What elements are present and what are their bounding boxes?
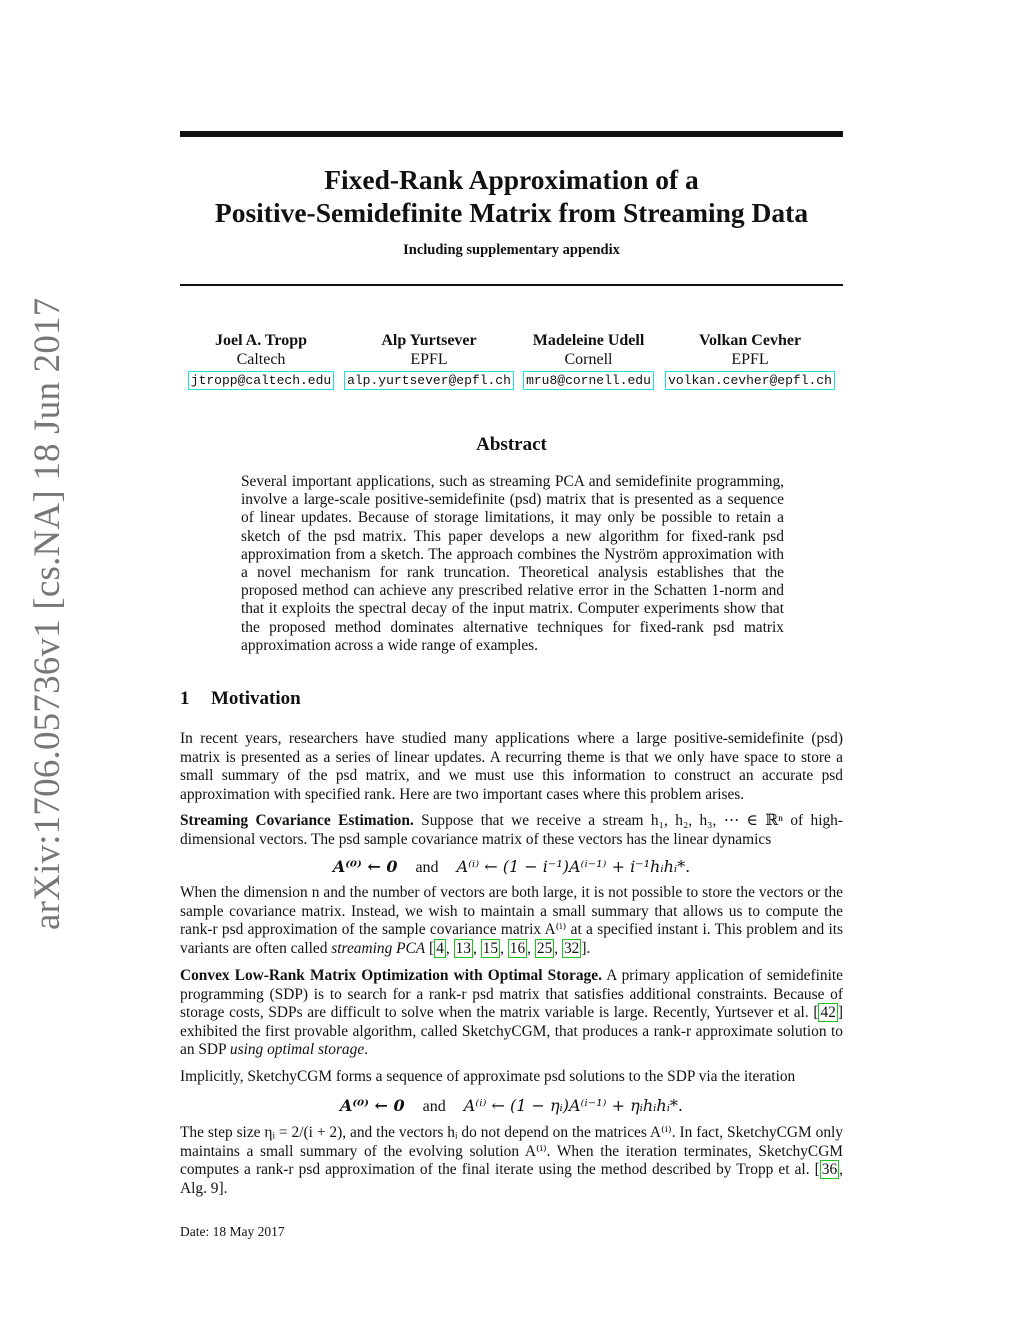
abstract-body: Several important applications, such as streaming PCA and semidefinite programming, involve a large-scale positive-semidefinite (psd) matrix that is presented as a sequence of linear updates. Because of storage limitations, it may only be possible to retain a sketch of the psd matrix. This paper develops a new algorithm for fixed-rank psd approximation from a sketch. The approach combines the Nyström approximation with a novel mechanism for rank truncation. Theoretical analysis establishes that the proposed method can achieve any prescribed relative error in the Schatten 1-norm and that it exploits the spectral decay of the input matrix. Computer experiments show that the proposed method dominates alternative techniques for fixed-rank psd matrix approximation across a wide range of examples. xyxy=(241,473,784,654)
streaming-explanation: When the dimension n and the number of vectors are both large, it is not possible to store the vectors or the sample covariance matrix. Instead, we wish to maintain a small summary that allows us to compute the rank-r psd approximation of the sample covariance matrix A⁽ⁱ⁾ at a specified instant i. This problem and its variants are often called streaming PCA [ 4 , 13 , 15 , 16 , 25 , 32 ]. xyxy=(180,884,843,957)
author-affiliation: Cornell xyxy=(564,351,613,368)
citation-link[interactable]: 25 xyxy=(536,939,553,957)
paper-subtitle: Including supplementary appendix xyxy=(403,242,620,258)
intro-paragraph: In recent years, researchers have studied many applications where a large positive-semidefinite (psd) matrix is presented as a series of linear updates. A recurring theme is that we only have space to store a small summary of the psd matrix, and we must use this information to construct an accurate psd approximation with specified rank. Here are two important cases where this problem arises. xyxy=(180,730,843,803)
title-line-2: Positive-Semidefinite Matrix from Streaming Data xyxy=(214,197,809,228)
streaming-text: Suppose that we receive a stream h₁, h₂, h₃, ⋯ ∈ ℝⁿ of high-dimensional vectors. The psd sample covariance matrix of these vectors has the linear dynamics xyxy=(180,812,844,848)
title-bottom-rule xyxy=(180,284,843,286)
author-affiliation: EPFL xyxy=(731,351,769,368)
equation-init: A⁽⁰⁾ ← 0 xyxy=(332,857,398,876)
author-name: Madeleine Udell xyxy=(532,332,645,349)
equation-init: A⁽⁰⁾ ← 0 xyxy=(339,1096,405,1115)
author-affiliation: Caltech xyxy=(236,351,286,368)
equation-update: A⁽ⁱ⁾ ← (1 − ηᵢ)A⁽ⁱ⁻¹⁾ + ηᵢhᵢhᵢ*. xyxy=(463,1096,683,1115)
author-block xyxy=(342,331,516,390)
paper-title xyxy=(180,163,843,229)
title-line-1: Fixed-Rank Approximation of a xyxy=(324,164,699,195)
streaming-equation xyxy=(180,857,843,877)
author-name: Volkan Cevher xyxy=(698,332,802,349)
citation-link[interactable]: 32 xyxy=(563,939,580,957)
citation-link[interactable]: 42 xyxy=(820,1004,836,1022)
section-heading xyxy=(180,688,301,710)
author-email-link[interactable]: volkan.cevher@epfl.ch xyxy=(665,371,835,390)
step-size-text: The step size ηᵢ = 2/(i + 2), and the vectors hᵢ do not depend on the matrices A⁽ⁱ⁾. In fact, SketchyCGM only maintains a small summary of the evolving solution A⁽ⁱ⁾. When the iteration terminates, SketchyCGM computes a rank-r psd approximation of the final iterate using the method described by Tropp et al. xyxy=(180,1124,843,1179)
step-size-paragraph: The step size ηᵢ = 2/(i + 2), and the vectors hᵢ do not depend on the matrices A⁽ⁱ⁾. In fact, SketchyCGM only maintains a small summary of the evolving solution A⁽ⁱ⁾. When the iteration terminates, SketchyCGM computes a rank-r psd approximation of the final iterate using the method described by Tropp et al. [ 36 , Alg. 9]. xyxy=(180,1124,843,1197)
author-email-link[interactable]: jtropp@caltech.edu xyxy=(188,371,334,390)
convex-text-1: A primary application of semidefinite programming (SDP) is to search for a rank-r psd matrix that satisfies additional constraints. Because of storage costs, SDPs are difficult to solve when the matrix variable is large. Recently, Yurtsever et al. xyxy=(180,967,843,1022)
equation-and: and xyxy=(415,859,439,876)
convex-text-2: exhibited the first provable algorithm, called SketchyCGM, that produces a rank-r approximate solution to an SDP xyxy=(180,1022,843,1059)
date-footnote: Date: 18 May 2017 xyxy=(180,1224,285,1239)
equation-and: and xyxy=(422,1098,446,1115)
streaming-pca-term: streaming PCA xyxy=(331,939,426,957)
citation-tail: , Alg. 9]. xyxy=(180,1161,843,1197)
arxiv-stamp: arXiv:1706.05736v1 [cs.NA] 18 Jun 2017 xyxy=(27,297,68,930)
streaming-explanation-text: When the dimension n and the number of vectors are both large, it is not possible to store the vectors or the sample covariance matrix. Instead, we wish to maintain a small summary that allows us to compute the rank-r psd approximation of the sample covariance matrix A⁽ⁱ⁾ at a specified instant i. This problem and its variants are often called xyxy=(180,884,843,957)
optimal-storage-term: using optimal storage xyxy=(229,1041,365,1059)
citation-link[interactable]: 4 xyxy=(436,939,444,957)
streaming-heading: Streaming Covariance Estimation. xyxy=(180,812,414,829)
citation-link[interactable]: 36 xyxy=(821,1161,838,1179)
author-affiliation: EPFL xyxy=(410,351,448,368)
title-top-rule xyxy=(180,131,843,137)
section-title: Motivation xyxy=(211,688,301,709)
author-name: Alp Yurtsever xyxy=(381,332,477,349)
author-block xyxy=(186,331,336,390)
author-block xyxy=(662,331,838,390)
citation-link[interactable]: 16 xyxy=(509,939,526,957)
author-block xyxy=(521,331,656,390)
section-number: 1 xyxy=(180,688,190,709)
convex-heading: Convex Low-Rank Matrix Optimization with Optimal Storage. xyxy=(180,967,602,984)
abstract-heading: Abstract xyxy=(476,434,547,455)
author-name: Joel A. Tropp xyxy=(214,332,308,349)
streaming-paragraph xyxy=(180,812,843,849)
author-email-link[interactable]: alp.yurtsever@epfl.ch xyxy=(344,371,514,390)
iteration-intro: Implicitly, SketchyCGM forms a sequence of approximate psd solutions to the SDP via the iteration xyxy=(180,1068,796,1085)
equation-update: A⁽ⁱ⁾ ← (1 − i⁻¹)A⁽ⁱ⁻¹⁾ + i⁻¹hᵢhᵢ*. xyxy=(456,857,691,876)
sketchycgm-equation xyxy=(180,1096,843,1116)
citation-link[interactable]: 13 xyxy=(455,939,471,957)
author-email-link[interactable]: mru8@cornell.edu xyxy=(523,371,654,390)
citation-link[interactable]: 15 xyxy=(482,939,499,957)
convex-paragraph: Convex Low-Rank Matrix Optimization with Optimal Storage. A primary application of semidefinite programming (SDP) is to search for a rank-r psd matrix that satisfies additional constraints. Because of storage costs, SDPs are difficult to solve when the matrix variable is large. Recently, Yurtsever et al. [ 42 ] exhibited the first provable algorithm, called SketchyCGM, that produces a rank-r approximate solution to an SDP using optimal storage. xyxy=(180,967,843,1059)
